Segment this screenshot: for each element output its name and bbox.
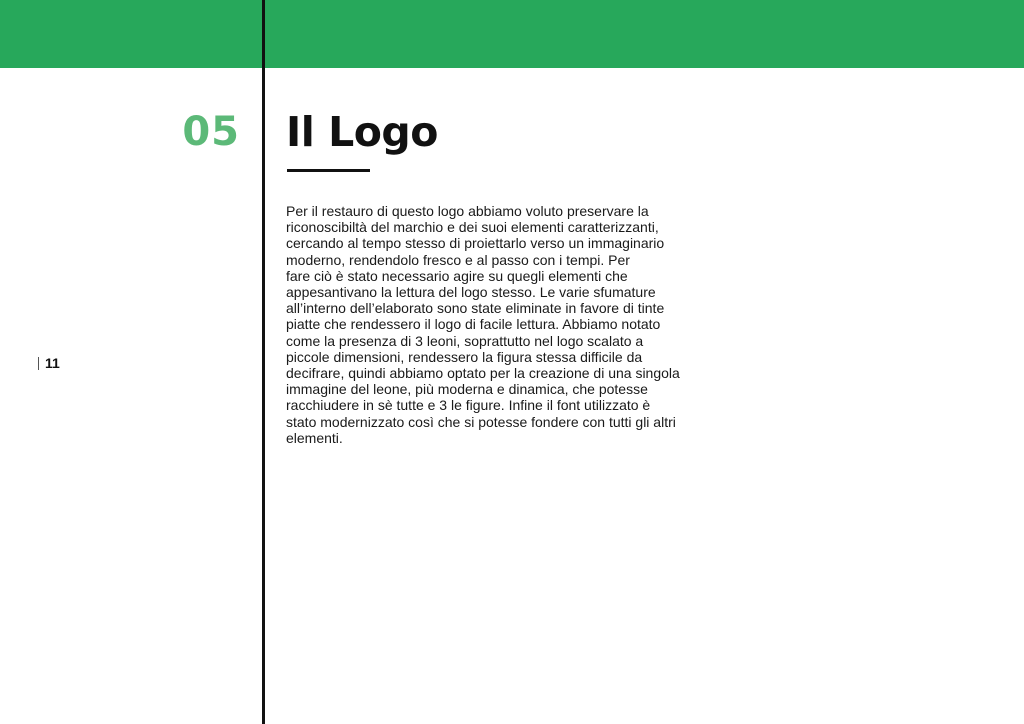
body-line: immagine del leone, più moderna e dinamica, che potesse	[286, 381, 648, 398]
section-title: Il Logo	[286, 108, 438, 156]
body-line: appesantivano la lettura del logo stesso. Le varie sfumature	[286, 284, 656, 301]
body-line: moderno, rendendolo fresco e al passo con i tempi. Per	[286, 251, 630, 268]
body-line: decifrare, quindi abbiamo optato per la creazione di una singola	[286, 365, 680, 382]
title-underline	[287, 169, 370, 172]
body-line: stato modernizzato così che si potesse fondere con tutti gli altri	[286, 413, 676, 430]
body-line: piatte che rendessero il logo di facile lettura. Abbiamo notato	[286, 316, 661, 333]
body-line: elementi.	[286, 429, 343, 446]
body-paragraph	[286, 203, 736, 446]
body-line: piccole dimensioni, rendessero la figura stessa difficile da	[286, 348, 643, 365]
body-line: racchiudere in sè tutte e 3 le figure. Infine il font utilizzato è	[286, 397, 651, 414]
body-line: Per il restauro di questo logo abbiamo voluto preservare la	[286, 203, 649, 219]
body-line: all’interno dell’elaborato sono state eliminate in favore di tinte	[286, 300, 665, 317]
page-number-separator	[38, 357, 39, 370]
page-number-block	[38, 353, 60, 373]
body-line: riconoscibiltà del marchio e dei suoi elementi caratterizzanti,	[286, 219, 659, 236]
body-line: fare ciò è stato necessario agire su quegli elementi che	[286, 267, 628, 284]
page-number: 11	[45, 355, 60, 371]
body-line: cercando al tempo stesso di proiettarlo verso un immaginario	[286, 235, 665, 252]
body-line: come la presenza di 3 leoni, soprattutto nel logo scalato a	[286, 332, 644, 349]
header-color-band	[0, 0, 1024, 68]
section-number: 05	[182, 109, 240, 155]
vertical-divider	[262, 0, 265, 724]
